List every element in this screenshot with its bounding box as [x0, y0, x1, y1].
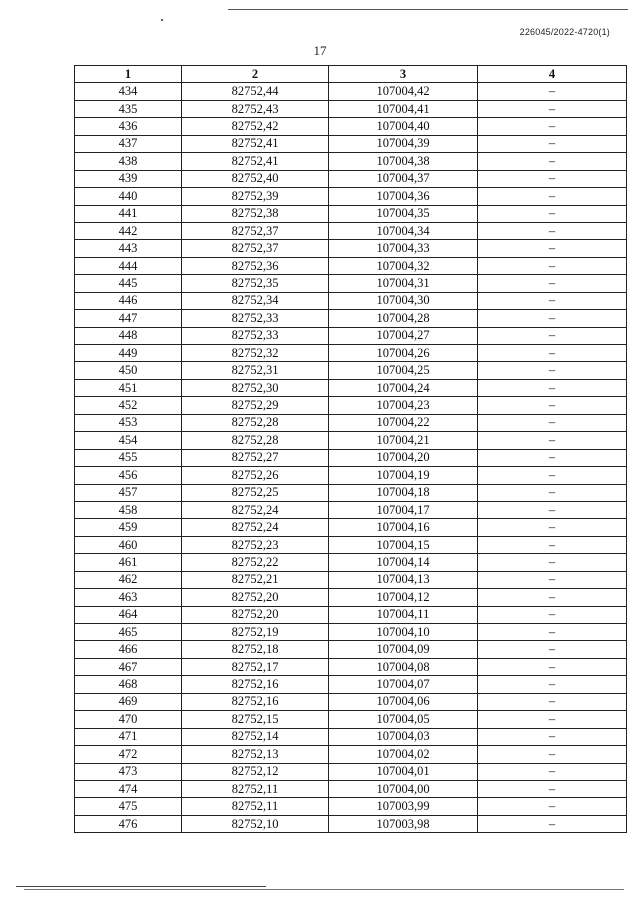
- page-number: 17: [313, 43, 327, 58]
- y-coordinate-cell: 107004,24: [329, 379, 478, 396]
- coordinates-table: [74, 65, 627, 833]
- y-coordinate-cell: 107004,07: [329, 676, 478, 693]
- x-coordinate-cell: 82752,14: [182, 728, 329, 745]
- x-coordinate-cell: 82752,29: [182, 397, 329, 414]
- point-number-cell: 436: [75, 118, 182, 135]
- column-header-2: 2: [182, 66, 329, 83]
- note-cell: –: [478, 763, 627, 780]
- note-cell: –: [478, 589, 627, 606]
- y-coordinate-cell: 107004,18: [329, 484, 478, 501]
- table-row: [75, 432, 627, 449]
- x-coordinate-cell: 82752,37: [182, 240, 329, 257]
- note-cell: –: [478, 257, 627, 274]
- x-coordinate-cell: 82752,22: [182, 554, 329, 571]
- note-cell: –: [478, 746, 627, 763]
- note-cell: –: [478, 554, 627, 571]
- table-row: [75, 676, 627, 693]
- x-coordinate-cell: 82752,44: [182, 83, 329, 100]
- table-body: [75, 83, 627, 833]
- note-cell: –: [478, 379, 627, 396]
- note-cell: –: [478, 815, 627, 832]
- point-number-cell: 475: [75, 798, 182, 815]
- column-header-4: 4: [478, 66, 627, 83]
- note-cell: –: [478, 100, 627, 117]
- table-row: [75, 170, 627, 187]
- note-cell: –: [478, 153, 627, 170]
- y-coordinate-cell: 107004,40: [329, 118, 478, 135]
- point-number-cell: 447: [75, 310, 182, 327]
- table-row: [75, 554, 627, 571]
- note-cell: –: [478, 188, 627, 205]
- note-cell: –: [478, 728, 627, 745]
- table-row: [75, 188, 627, 205]
- note-cell: –: [478, 780, 627, 797]
- table-row: [75, 205, 627, 222]
- note-cell: –: [478, 606, 627, 623]
- point-number-cell: 460: [75, 536, 182, 553]
- point-number-cell: 457: [75, 484, 182, 501]
- table-row: [75, 484, 627, 501]
- column-header-3: 3: [329, 66, 478, 83]
- y-coordinate-cell: 107004,35: [329, 205, 478, 222]
- table-row: [75, 815, 627, 832]
- table-row: [75, 397, 627, 414]
- x-coordinate-cell: 82752,31: [182, 362, 329, 379]
- table-row: [75, 746, 627, 763]
- point-number-cell: 450: [75, 362, 182, 379]
- y-coordinate-cell: 107004,25: [329, 362, 478, 379]
- point-number-cell: 453: [75, 414, 182, 431]
- table-row: [75, 624, 627, 641]
- x-coordinate-cell: 82752,18: [182, 641, 329, 658]
- top-rule: [228, 9, 628, 10]
- table-row: [75, 606, 627, 623]
- note-cell: –: [478, 397, 627, 414]
- point-number-cell: 472: [75, 746, 182, 763]
- x-coordinate-cell: 82752,23: [182, 536, 329, 553]
- y-coordinate-cell: 107003,99: [329, 798, 478, 815]
- point-number-cell: 471: [75, 728, 182, 745]
- x-coordinate-cell: 82752,40: [182, 170, 329, 187]
- x-coordinate-cell: 82752,16: [182, 693, 329, 710]
- point-number-cell: 469: [75, 693, 182, 710]
- y-coordinate-cell: 107004,06: [329, 693, 478, 710]
- note-cell: –: [478, 711, 627, 728]
- y-coordinate-cell: 107004,27: [329, 327, 478, 344]
- point-number-cell: 451: [75, 379, 182, 396]
- note-cell: –: [478, 501, 627, 518]
- point-number-cell: 454: [75, 432, 182, 449]
- point-number-cell: 440: [75, 188, 182, 205]
- x-coordinate-cell: 82752,37: [182, 222, 329, 239]
- point-number-cell: 443: [75, 240, 182, 257]
- note-cell: –: [478, 170, 627, 187]
- table-row: [75, 519, 627, 536]
- x-coordinate-cell: 82752,43: [182, 100, 329, 117]
- y-coordinate-cell: 107004,17: [329, 501, 478, 518]
- point-number-cell: 466: [75, 641, 182, 658]
- x-coordinate-cell: 82752,39: [182, 188, 329, 205]
- y-coordinate-cell: 107003,98: [329, 815, 478, 832]
- note-cell: –: [478, 798, 627, 815]
- y-coordinate-cell: 107004,20: [329, 449, 478, 466]
- note-cell: –: [478, 676, 627, 693]
- table-row: [75, 83, 627, 100]
- point-number-cell: 462: [75, 571, 182, 588]
- point-number-cell: 476: [75, 815, 182, 832]
- table-row: [75, 711, 627, 728]
- table-row: [75, 449, 627, 466]
- y-coordinate-cell: 107004,08: [329, 658, 478, 675]
- point-number-cell: 473: [75, 763, 182, 780]
- table-row: [75, 153, 627, 170]
- y-coordinate-cell: 107004,00: [329, 780, 478, 797]
- note-cell: –: [478, 536, 627, 553]
- point-number-cell: 458: [75, 501, 182, 518]
- note-cell: –: [478, 658, 627, 675]
- table-row: [75, 658, 627, 675]
- x-coordinate-cell: 82752,24: [182, 501, 329, 518]
- y-coordinate-cell: 107004,23: [329, 397, 478, 414]
- note-cell: –: [478, 275, 627, 292]
- x-coordinate-cell: 82752,10: [182, 815, 329, 832]
- note-cell: –: [478, 467, 627, 484]
- y-coordinate-cell: 107004,37: [329, 170, 478, 187]
- x-coordinate-cell: 82752,36: [182, 257, 329, 274]
- note-cell: –: [478, 414, 627, 431]
- point-number-cell: 455: [75, 449, 182, 466]
- table-row: [75, 693, 627, 710]
- point-number-cell: 468: [75, 676, 182, 693]
- note-cell: –: [478, 624, 627, 641]
- document-number: 226045/2022-4720(1): [519, 27, 610, 37]
- note-cell: –: [478, 345, 627, 362]
- x-coordinate-cell: 82752,28: [182, 432, 329, 449]
- note-cell: –: [478, 362, 627, 379]
- point-number-cell: 439: [75, 170, 182, 187]
- table-row: [75, 641, 627, 658]
- footer-rule: [16, 886, 266, 887]
- x-coordinate-cell: 82752,32: [182, 345, 329, 362]
- x-coordinate-cell: 82752,33: [182, 310, 329, 327]
- y-coordinate-cell: 107004,32: [329, 257, 478, 274]
- x-coordinate-cell: 82752,35: [182, 275, 329, 292]
- y-coordinate-cell: 107004,21: [329, 432, 478, 449]
- x-coordinate-cell: 82752,16: [182, 676, 329, 693]
- x-coordinate-cell: 82752,20: [182, 606, 329, 623]
- point-number-cell: 464: [75, 606, 182, 623]
- x-coordinate-cell: 82752,11: [182, 798, 329, 815]
- note-cell: –: [478, 135, 627, 152]
- x-coordinate-cell: 82752,12: [182, 763, 329, 780]
- point-number-cell: 467: [75, 658, 182, 675]
- point-number-cell: 438: [75, 153, 182, 170]
- point-number-cell: 442: [75, 222, 182, 239]
- point-number-cell: 434: [75, 83, 182, 100]
- table-row: [75, 536, 627, 553]
- x-coordinate-cell: 82752,21: [182, 571, 329, 588]
- y-coordinate-cell: 107004,26: [329, 345, 478, 362]
- y-coordinate-cell: 107004,19: [329, 467, 478, 484]
- y-coordinate-cell: 107004,34: [329, 222, 478, 239]
- point-number-cell: 459: [75, 519, 182, 536]
- table-row: [75, 763, 627, 780]
- x-coordinate-cell: 82752,42: [182, 118, 329, 135]
- point-number-cell: 435: [75, 100, 182, 117]
- y-coordinate-cell: 107004,36: [329, 188, 478, 205]
- note-cell: –: [478, 449, 627, 466]
- point-number-cell: 456: [75, 467, 182, 484]
- point-number-cell: 445: [75, 275, 182, 292]
- table-row: [75, 118, 627, 135]
- note-cell: –: [478, 641, 627, 658]
- x-coordinate-cell: 82752,15: [182, 711, 329, 728]
- y-coordinate-cell: 107004,16: [329, 519, 478, 536]
- x-coordinate-cell: 82752,26: [182, 467, 329, 484]
- table-row: [75, 798, 627, 815]
- x-coordinate-cell: 82752,38: [182, 205, 329, 222]
- y-coordinate-cell: 107004,28: [329, 310, 478, 327]
- table-row: [75, 362, 627, 379]
- y-coordinate-cell: 107004,31: [329, 275, 478, 292]
- y-coordinate-cell: 107004,22: [329, 414, 478, 431]
- y-coordinate-cell: 107004,15: [329, 536, 478, 553]
- point-number-cell: 444: [75, 257, 182, 274]
- y-coordinate-cell: 107004,02: [329, 746, 478, 763]
- y-coordinate-cell: 107004,39: [329, 135, 478, 152]
- note-cell: –: [478, 432, 627, 449]
- point-number-cell: 474: [75, 780, 182, 797]
- table-header-row: [75, 66, 627, 83]
- note-cell: –: [478, 292, 627, 309]
- x-coordinate-cell: 82752,19: [182, 624, 329, 641]
- x-coordinate-cell: 82752,33: [182, 327, 329, 344]
- note-cell: –: [478, 571, 627, 588]
- note-cell: –: [478, 83, 627, 100]
- y-coordinate-cell: 107004,14: [329, 554, 478, 571]
- y-coordinate-cell: 107004,33: [329, 240, 478, 257]
- note-cell: –: [478, 240, 627, 257]
- note-cell: –: [478, 484, 627, 501]
- x-coordinate-cell: 82752,13: [182, 746, 329, 763]
- table-row: [75, 135, 627, 152]
- table-row: [75, 310, 627, 327]
- x-coordinate-cell: 82752,41: [182, 153, 329, 170]
- y-coordinate-cell: 107004,10: [329, 624, 478, 641]
- column-header-1: 1: [75, 66, 182, 83]
- x-coordinate-cell: 82752,27: [182, 449, 329, 466]
- x-coordinate-cell: 82752,20: [182, 589, 329, 606]
- x-coordinate-cell: 82752,17: [182, 658, 329, 675]
- point-number-cell: 461: [75, 554, 182, 571]
- y-coordinate-cell: 107004,13: [329, 571, 478, 588]
- table-row: [75, 257, 627, 274]
- y-coordinate-cell: 107004,12: [329, 589, 478, 606]
- point-number-cell: 437: [75, 135, 182, 152]
- table-row: [75, 275, 627, 292]
- table-row: [75, 345, 627, 362]
- note-cell: –: [478, 310, 627, 327]
- y-coordinate-cell: 107004,42: [329, 83, 478, 100]
- table-row: [75, 501, 627, 518]
- table-row: [75, 327, 627, 344]
- table-row: [75, 728, 627, 745]
- x-coordinate-cell: 82752,30: [182, 379, 329, 396]
- y-coordinate-cell: 107004,05: [329, 711, 478, 728]
- table-row: [75, 414, 627, 431]
- point-number-cell: 452: [75, 397, 182, 414]
- point-number-cell: 441: [75, 205, 182, 222]
- point-number-cell: 448: [75, 327, 182, 344]
- note-cell: –: [478, 693, 627, 710]
- table-row: [75, 589, 627, 606]
- y-coordinate-cell: 107004,38: [329, 153, 478, 170]
- table-row: [75, 379, 627, 396]
- point-number-cell: 449: [75, 345, 182, 362]
- x-coordinate-cell: 82752,24: [182, 519, 329, 536]
- point-number-cell: 470: [75, 711, 182, 728]
- point-number-cell: 465: [75, 624, 182, 641]
- footer-rule-secondary: [24, 889, 624, 890]
- note-cell: –: [478, 327, 627, 344]
- table-row: [75, 467, 627, 484]
- table-row: [75, 571, 627, 588]
- y-coordinate-cell: 107004,03: [329, 728, 478, 745]
- point-number-cell: 446: [75, 292, 182, 309]
- y-coordinate-cell: 107004,30: [329, 292, 478, 309]
- note-cell: –: [478, 118, 627, 135]
- table-row: [75, 240, 627, 257]
- note-cell: –: [478, 205, 627, 222]
- y-coordinate-cell: 107004,01: [329, 763, 478, 780]
- x-coordinate-cell: 82752,28: [182, 414, 329, 431]
- y-coordinate-cell: 107004,09: [329, 641, 478, 658]
- x-coordinate-cell: 82752,25: [182, 484, 329, 501]
- note-cell: –: [478, 519, 627, 536]
- table-row: [75, 222, 627, 239]
- table-row: [75, 100, 627, 117]
- x-coordinate-cell: 82752,41: [182, 135, 329, 152]
- x-coordinate-cell: 82752,11: [182, 780, 329, 797]
- table-row: [75, 780, 627, 797]
- x-coordinate-cell: 82752,34: [182, 292, 329, 309]
- scan-speck: [161, 19, 163, 21]
- point-number-cell: 463: [75, 589, 182, 606]
- y-coordinate-cell: 107004,11: [329, 606, 478, 623]
- table-row: [75, 292, 627, 309]
- note-cell: –: [478, 222, 627, 239]
- y-coordinate-cell: 107004,41: [329, 100, 478, 117]
